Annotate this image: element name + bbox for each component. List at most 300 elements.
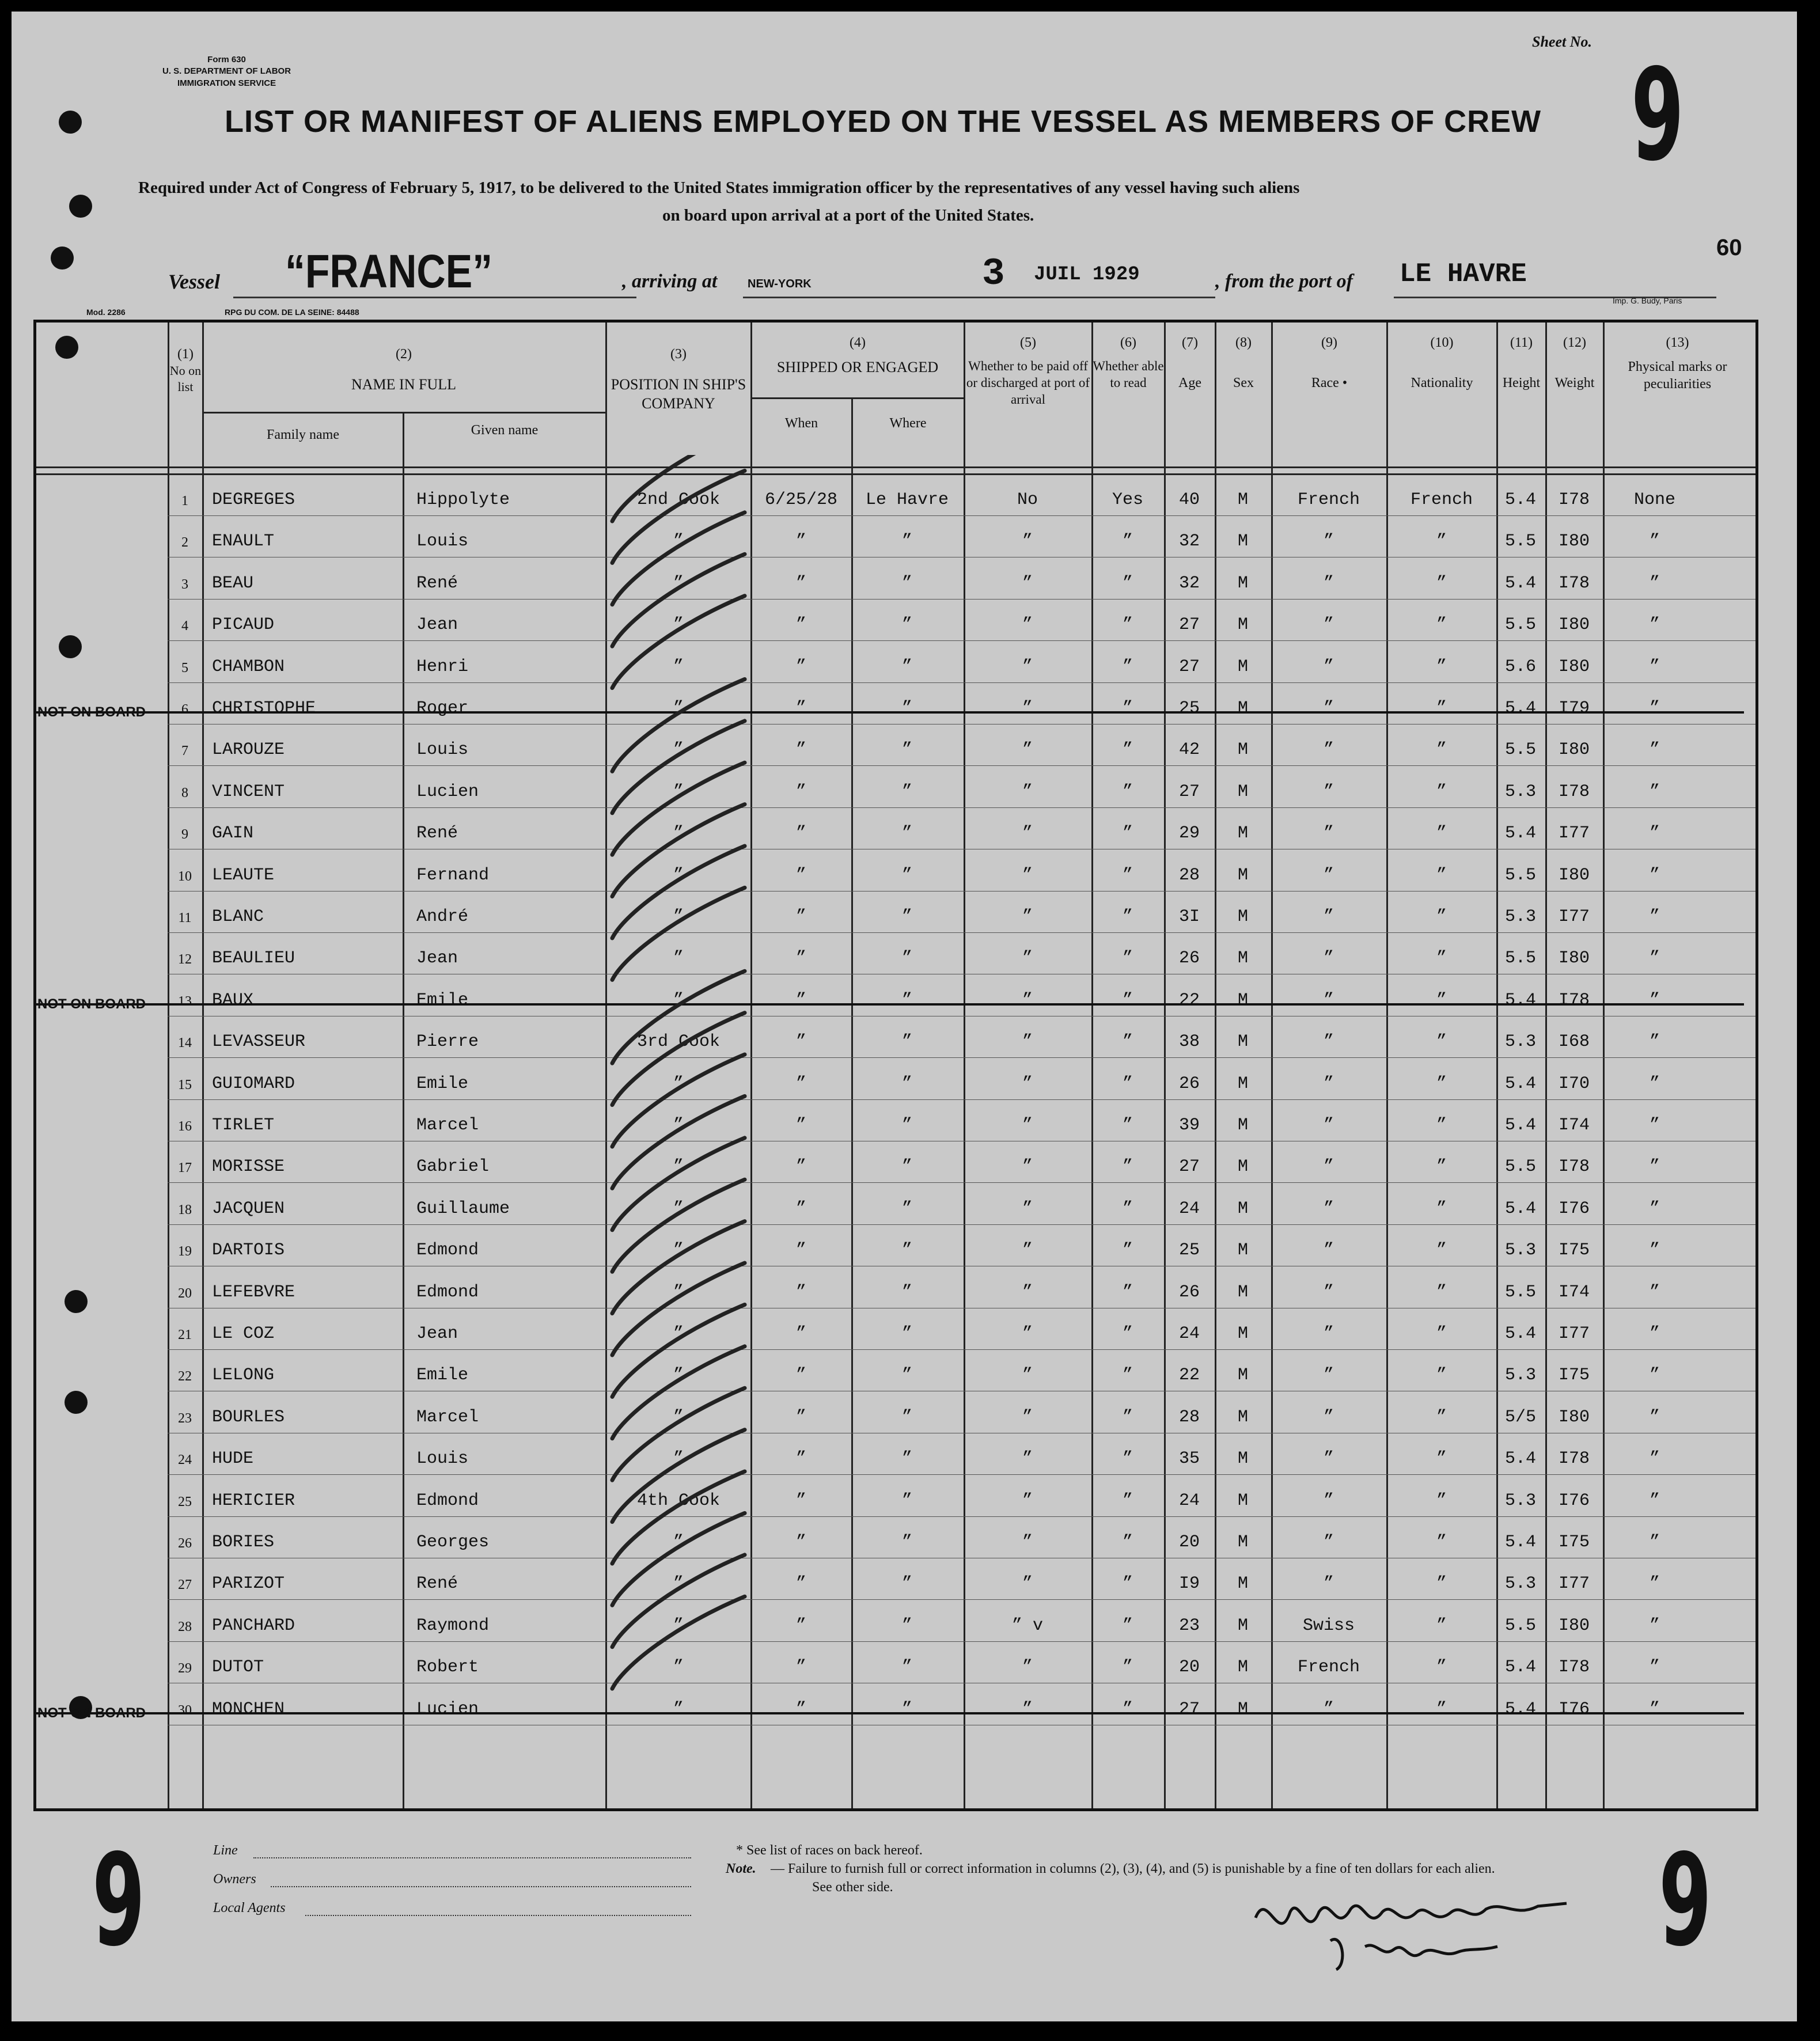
cell-paid: ” — [1022, 1282, 1033, 1302]
cell-where: ” — [901, 1490, 913, 1511]
cell-read: ” — [1122, 1449, 1133, 1469]
arriving-line — [743, 265, 1215, 298]
cell-sex: M — [1237, 1490, 1249, 1511]
cell-no: 27 — [178, 1577, 192, 1593]
col-rule — [1215, 323, 1216, 1808]
footnote-races: * See list of races on back hereof. — [736, 1843, 923, 1858]
check-mark — [612, 1221, 745, 1314]
cell-read: ” — [1122, 1699, 1133, 1719]
cell-sex: M — [1237, 490, 1249, 510]
cell-paid: ” — [1022, 1657, 1033, 1678]
cell-age: 39 — [1178, 1116, 1200, 1135]
cell-height: 5.4 — [1504, 573, 1537, 593]
cell-given: Robert — [416, 1657, 479, 1678]
cell-where: ” — [901, 1407, 913, 1427]
cell-age: 35 — [1178, 1449, 1200, 1469]
cell-nationality: ” — [1436, 907, 1447, 927]
strike-line — [36, 711, 1744, 714]
cell-nationality: ” — [1436, 1032, 1447, 1052]
cell-given: Emile — [416, 1365, 469, 1386]
col13-header: (13) Physical marks or peculiarities — [1628, 335, 1727, 392]
cell-sex: M — [1237, 865, 1249, 885]
cell-position: ” — [673, 1240, 684, 1261]
row-rule — [168, 807, 1755, 808]
cell-when: ” — [795, 1240, 807, 1261]
cell-family: JACQUEN — [212, 1198, 285, 1219]
cell-read: ” — [1122, 1365, 1133, 1386]
cell-marks: ” — [1649, 782, 1660, 802]
cell-race: ” — [1323, 1407, 1334, 1427]
row-rule — [168, 1599, 1755, 1600]
row-rule — [168, 1182, 1755, 1183]
col-rule — [851, 397, 853, 1808]
cell-read: ” — [1122, 1532, 1133, 1552]
cell-height: 5.3 — [1504, 1574, 1537, 1594]
cell-when: ” — [795, 657, 807, 677]
cell-race: ” — [1323, 1574, 1334, 1594]
row-rule — [168, 932, 1755, 933]
cell-where: ” — [901, 1073, 913, 1094]
check-marks — [606, 455, 848, 1780]
cell-weight: I75 — [1558, 1532, 1590, 1552]
subtitle-line1: Required under Act of Congress of February 5, 1917, to be delivered to the United States immigration officer by the representatives of any vessel having such aliens — [138, 179, 1300, 197]
row-rule — [168, 765, 1755, 766]
cell-read: ” — [1122, 532, 1133, 552]
cell-where: ” — [901, 615, 913, 635]
row-rule — [168, 1516, 1755, 1517]
cell-family: LE COZ — [212, 1324, 275, 1344]
cell-race: ” — [1323, 1365, 1334, 1386]
cell-age: 29 — [1178, 824, 1200, 844]
cell-nationality: ” — [1436, 1615, 1447, 1636]
header-rule — [36, 473, 1755, 475]
cell-nationality: ” — [1436, 740, 1447, 760]
cell-sex: M — [1237, 1157, 1249, 1177]
cell-nationality: ” — [1436, 699, 1447, 718]
cell-weight: I80 — [1558, 532, 1590, 552]
cell-weight: I80 — [1558, 949, 1590, 969]
cell-nationality: ” — [1436, 865, 1447, 885]
cell-family: LEVASSEUR — [212, 1032, 306, 1052]
cell-height: 5.4 — [1504, 1657, 1537, 1678]
cell-weight: I80 — [1558, 615, 1590, 635]
page-count: 60 — [1716, 235, 1742, 260]
cell-paid: ” — [1022, 1699, 1033, 1719]
cell-family: PANCHARD — [212, 1615, 295, 1636]
cell-family: BORIES — [212, 1532, 275, 1552]
cell-race: ” — [1323, 990, 1334, 1010]
cell-nationality: ” — [1436, 990, 1447, 1010]
row-rule — [168, 515, 1755, 516]
cell-given: René — [416, 573, 458, 593]
cell-position: ” — [673, 657, 684, 677]
crew-manifest-table — [33, 320, 1758, 1811]
row-rule — [168, 640, 1755, 641]
col-rule — [202, 323, 204, 1808]
cell-race: ” — [1323, 782, 1334, 802]
cell-sex: M — [1237, 949, 1249, 969]
arrival-day: 3 — [982, 252, 1005, 295]
cell-nationality: ” — [1436, 1532, 1447, 1552]
cell-height: 5.3 — [1504, 907, 1537, 927]
cell-nationality: ” — [1436, 1282, 1447, 1302]
cell-read: ” — [1122, 1324, 1133, 1344]
col10-header: (10) Nationality — [1410, 335, 1473, 390]
cell-no: 6 — [181, 702, 188, 717]
where-header: Where — [889, 416, 927, 431]
cell-read: ” — [1122, 1490, 1133, 1511]
check-mark — [612, 1596, 745, 1689]
cell-position: ” — [673, 1198, 684, 1219]
cell-no: 20 — [178, 1285, 192, 1301]
cell-no: 24 — [178, 1452, 192, 1468]
cell-height: 5.5 — [1504, 740, 1537, 760]
cell-position: ” — [673, 782, 684, 802]
check-mark — [612, 1388, 745, 1480]
check-mark — [612, 1054, 745, 1147]
row-rule — [168, 1641, 1755, 1642]
col7-header: (7) Age — [1178, 335, 1201, 390]
cell-paid: ” — [1022, 782, 1033, 802]
cell-read: ” — [1122, 1198, 1133, 1219]
cell-marks: ” — [1649, 1032, 1660, 1052]
cell-when: ” — [795, 1407, 807, 1427]
cell-paid: ” — [1022, 1490, 1033, 1511]
line-field — [253, 1857, 691, 1858]
cell-sex: M — [1237, 532, 1249, 552]
col-rule — [1386, 323, 1388, 1808]
cell-height: 5.4 — [1504, 699, 1537, 718]
check-mark — [612, 721, 745, 813]
cell-read: ” — [1122, 824, 1133, 844]
cell-when: ” — [795, 1532, 807, 1552]
cell-read: ” — [1122, 1116, 1133, 1135]
cell-marks: ” — [1649, 1240, 1660, 1261]
arriving-port: NEW-YORK — [748, 278, 812, 290]
cell-when: ” — [795, 824, 807, 844]
cell-paid: ” — [1022, 824, 1033, 844]
cell-where: ” — [901, 990, 913, 1010]
cell-family: HERICIER — [212, 1490, 295, 1511]
cell-when: ” — [795, 1282, 807, 1302]
cell-height: 5.5 — [1504, 865, 1537, 885]
cell-paid: ” — [1022, 1198, 1033, 1219]
cell-race: ” — [1323, 1282, 1334, 1302]
cell-no: 9 — [181, 827, 188, 843]
cell-nationality: ” — [1436, 1240, 1447, 1261]
cell-marks: ” — [1649, 615, 1660, 635]
check-mark — [612, 554, 745, 646]
mod-number: Mod. 2286 — [86, 308, 126, 317]
cell-when: ” — [795, 1657, 807, 1678]
cell-where: ” — [901, 1032, 913, 1052]
cell-paid: ” — [1022, 740, 1033, 760]
cell-no: 17 — [178, 1160, 192, 1176]
col-rule — [1271, 323, 1273, 1808]
cell-race: ” — [1323, 1449, 1334, 1469]
cell-nationality: ” — [1436, 782, 1447, 802]
cell-age: 20 — [1178, 1657, 1200, 1678]
cell-age: 32 — [1178, 532, 1200, 552]
cell-when: ” — [795, 532, 807, 552]
cell-read: ” — [1122, 1073, 1133, 1094]
row-rule — [168, 682, 1755, 683]
col-rule — [1164, 323, 1166, 1808]
cell-given: Marcel — [416, 1116, 479, 1135]
cell-paid: ” — [1022, 1532, 1033, 1552]
cell-position: ” — [673, 532, 684, 552]
cell-no: 7 — [181, 743, 188, 759]
cell-family: ENAULT — [212, 532, 275, 552]
cell-family: LEAUTE — [212, 865, 275, 885]
not-on-board-label: NOT ON BOARD — [37, 996, 146, 1012]
cell-sex: M — [1237, 1116, 1249, 1135]
cell-given: Raymond — [416, 1615, 490, 1636]
cell-race: ” — [1323, 1699, 1334, 1719]
cell-marks: ” — [1649, 1282, 1660, 1302]
cell-paid: ” — [1022, 1240, 1033, 1261]
cell-height: 5.5 — [1504, 949, 1537, 969]
cell-height: 5.3 — [1504, 1032, 1537, 1052]
cell-sex: M — [1237, 1615, 1249, 1636]
cell-race: ” — [1323, 907, 1334, 927]
cell-age: 27 — [1178, 657, 1200, 677]
cell-given: Emile — [416, 990, 469, 1010]
cell-sex: M — [1237, 1073, 1249, 1094]
cell-height: 5.4 — [1504, 990, 1537, 1010]
binder-hole — [59, 111, 82, 134]
cell-read: ” — [1122, 782, 1133, 802]
cell-position: ” — [673, 1574, 684, 1594]
cell-marks: ” — [1649, 1407, 1660, 1427]
cell-sex: M — [1237, 573, 1249, 593]
cell-where: ” — [901, 532, 913, 552]
cell-no: 19 — [178, 1244, 192, 1259]
cell-age: I9 — [1178, 1574, 1200, 1594]
header-rule — [202, 412, 605, 413]
cell-age: 27 — [1178, 615, 1200, 635]
cell-sex: M — [1237, 1198, 1249, 1219]
check-mark — [612, 1555, 745, 1647]
cell-read: ” — [1122, 949, 1133, 969]
cell-age: 28 — [1178, 865, 1200, 885]
cell-family: DUTOT — [212, 1657, 264, 1678]
binder-hole — [69, 195, 92, 218]
cell-race: ” — [1323, 1073, 1334, 1094]
header-rule — [36, 466, 1755, 468]
registry: RPG DU COM. DE LA SEINE: 84488 — [225, 308, 359, 317]
cell-when: ” — [795, 1365, 807, 1386]
cell-height: 5.5 — [1504, 1615, 1537, 1636]
cell-read: ” — [1122, 907, 1133, 927]
cell-height: 5.4 — [1504, 1532, 1537, 1552]
cell-paid: ” — [1022, 573, 1033, 593]
cell-family: GAIN — [212, 824, 254, 844]
cell-given: Louis — [416, 532, 469, 552]
cell-family: PICAUD — [212, 615, 275, 635]
sheet-number-bottom-right: 9 — [1659, 1827, 1712, 1974]
cell-sex: M — [1237, 1407, 1249, 1427]
check-mark — [612, 887, 745, 980]
from-port: LE HAVRE — [1400, 259, 1527, 289]
cell-marks: ” — [1649, 907, 1660, 927]
arrival-month-year: JUIL 1929 — [1034, 264, 1140, 286]
cell-paid: ” v — [1011, 1615, 1044, 1636]
cell-no: 11 — [178, 911, 192, 925]
col-rule — [1603, 323, 1605, 1808]
cell-given: Louis — [416, 1449, 469, 1469]
col-rule — [964, 323, 965, 1808]
cell-given: Marcel — [416, 1407, 479, 1427]
cell-no: 15 — [178, 1077, 192, 1092]
binder-hole — [51, 246, 74, 270]
cell-when: ” — [795, 1324, 807, 1344]
cell-nationality: ” — [1436, 573, 1447, 593]
cell-sex: M — [1237, 657, 1249, 677]
cell-position: ” — [673, 1615, 684, 1636]
cell-marks: ” — [1649, 1116, 1660, 1135]
cell-given: Edmond — [416, 1282, 479, 1302]
row-rule — [168, 599, 1755, 600]
note-label: Note. — [726, 1861, 756, 1876]
cell-position: ” — [673, 1324, 684, 1344]
cell-marks: ” — [1649, 1615, 1660, 1636]
cell-nationality: ” — [1436, 615, 1447, 635]
cell-sex: M — [1237, 1657, 1249, 1678]
cell-race: ” — [1323, 740, 1334, 760]
cell-weight: I77 — [1558, 1574, 1590, 1594]
cell-weight: I78 — [1558, 990, 1590, 1010]
cell-where: ” — [901, 1116, 913, 1135]
cell-given: Henri — [416, 657, 469, 677]
cell-read: ” — [1122, 1615, 1133, 1636]
cell-marks: ” — [1649, 1657, 1660, 1678]
cell-weight: I79 — [1558, 699, 1590, 718]
cell-sex: M — [1237, 1449, 1249, 1469]
cell-age: 27 — [1178, 782, 1200, 802]
cell-race: ” — [1323, 532, 1334, 552]
cell-position: ” — [673, 865, 684, 885]
cell-where: ” — [901, 1324, 913, 1344]
cell-nationality: ” — [1436, 657, 1447, 677]
given-name-header: Given name — [471, 423, 539, 438]
col9-header: (9) Race • — [1311, 335, 1348, 390]
cell-no: 2 — [181, 535, 188, 551]
cell-race: ” — [1323, 1490, 1334, 1511]
check-mark — [612, 971, 745, 1063]
cell-weight: I70 — [1558, 1073, 1590, 1094]
cell-weight: I75 — [1558, 1365, 1590, 1386]
cell-position: ” — [673, 1365, 684, 1386]
cell-height: 5.3 — [1504, 1365, 1537, 1386]
cell-paid: ” — [1022, 1157, 1033, 1177]
cell-marks: ” — [1649, 824, 1660, 844]
check-mark — [612, 1138, 745, 1230]
cell-position: ” — [673, 990, 684, 1010]
strike-line — [36, 1712, 1744, 1714]
cell-marks: ” — [1649, 657, 1660, 677]
cell-paid: ” — [1022, 990, 1033, 1010]
cell-given: André — [416, 907, 469, 927]
cell-given: Lucien — [416, 1699, 479, 1719]
cell-nationality: ” — [1436, 532, 1447, 552]
cell-marks: ” — [1649, 740, 1660, 760]
cell-family: BAUX — [212, 990, 254, 1010]
cell-when: ” — [795, 907, 807, 927]
cell-age: 24 — [1178, 1490, 1200, 1511]
cell-age: 22 — [1178, 1365, 1200, 1386]
cell-family: BEAU — [212, 573, 254, 593]
col8-header: (8) Sex — [1233, 335, 1254, 390]
check-mark — [612, 1096, 745, 1188]
cell-position: ” — [673, 1282, 684, 1302]
cell-read: Yes — [1112, 490, 1144, 510]
col5-header: (5) Whether to be paid off or discharged at port of arrival — [966, 335, 1090, 407]
manifest-sheet — [12, 12, 1797, 2021]
check-mark — [612, 1430, 745, 1522]
cell-no: 1 — [181, 494, 188, 509]
cell-race: ” — [1323, 615, 1334, 635]
cell-where: Le Havre — [865, 490, 949, 510]
cell-age: 25 — [1178, 1240, 1200, 1261]
cell-nationality: ” — [1436, 949, 1447, 969]
printer-credit: Imp. G. Budy, Paris — [1613, 296, 1682, 305]
cell-sex: M — [1237, 699, 1249, 718]
cell-where: ” — [901, 657, 913, 677]
cell-marks: ” — [1649, 1574, 1660, 1594]
cell-when: ” — [795, 990, 807, 1010]
cell-height: 5.5 — [1504, 1157, 1537, 1177]
cell-marks: ” — [1649, 1532, 1660, 1552]
cell-no: 30 — [178, 1702, 192, 1718]
cell-no: 16 — [178, 1119, 192, 1134]
cell-read: ” — [1122, 573, 1133, 593]
check-mark — [612, 1263, 745, 1355]
owners-field — [271, 1886, 691, 1887]
cell-marks: ” — [1649, 990, 1660, 1010]
check-mark — [612, 1471, 745, 1564]
agents-label: Local Agents — [213, 1900, 286, 1915]
cell-weight: I74 — [1558, 1282, 1590, 1302]
cell-position: ” — [673, 699, 684, 718]
check-mark — [612, 1304, 745, 1397]
cell-where: ” — [901, 1699, 913, 1719]
cell-age: 28 — [1178, 1407, 1200, 1427]
cell-marks: ” — [1649, 1490, 1660, 1511]
cell-marks: ” — [1649, 1157, 1660, 1177]
cell-sex: M — [1237, 1699, 1249, 1719]
cell-read: ” — [1122, 699, 1133, 718]
cell-paid: No — [1017, 490, 1038, 510]
cell-marks: ” — [1649, 1073, 1660, 1094]
cell-when: ” — [795, 1116, 807, 1135]
cell-race: ” — [1323, 1532, 1334, 1552]
cell-height: 5.5 — [1504, 532, 1537, 552]
cell-weight: I77 — [1558, 1324, 1590, 1344]
footnote-other-side: See other side. — [812, 1880, 893, 1895]
cell-when: ” — [795, 949, 807, 969]
cell-family: LELONG — [212, 1365, 275, 1386]
cell-height: 5/5 — [1504, 1407, 1537, 1427]
cell-where: ” — [901, 1615, 913, 1636]
cell-where: ” — [901, 907, 913, 927]
cell-nationality: ” — [1436, 1073, 1447, 1094]
cell-marks: ” — [1649, 532, 1660, 552]
cell-given: René — [416, 1574, 458, 1594]
arriving-label: , arriving at — [622, 271, 718, 292]
cell-no: 23 — [178, 1410, 192, 1426]
cell-race: French — [1297, 490, 1360, 510]
